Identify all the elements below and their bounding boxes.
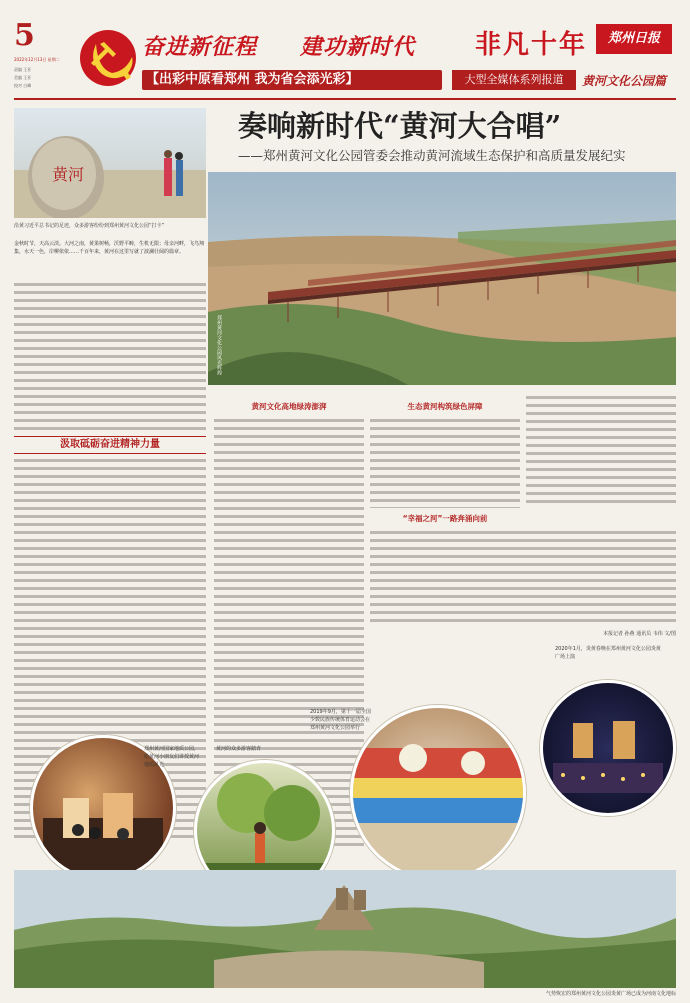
series-label-box xyxy=(452,70,576,90)
editor-line: 校对 白峰 xyxy=(14,83,32,88)
newspaper-name: 郑州日报 xyxy=(607,31,660,46)
headline: 奏响新时代“黄河大合唱” xyxy=(238,109,562,143)
circle-4-caption: 2020年1月，炎黄春晚在郑州黄河文化公园炎黄广场上演 xyxy=(555,646,661,660)
circle-1-caption: 郑州黄河国家地质公园，给黄河小朋友们讲授黄河地质风光 xyxy=(144,746,200,768)
yellow-river-bridge-photo xyxy=(208,172,676,385)
section-heading-4: “幸福之河”一路奔涌向前 xyxy=(402,514,488,523)
byline: 本报记者 孙燕 通讯员 韦伟 文/图 xyxy=(602,631,676,637)
body-text-left-1 xyxy=(14,282,206,430)
sub-banner-text: 【出彩中原看郑州 我为省会添光彩】 xyxy=(146,72,359,87)
monument-photo xyxy=(14,108,206,218)
section-heading-2: 黄河文化高地绿涛澎湃 xyxy=(251,402,327,411)
editor-line: 责编 王亚 xyxy=(14,67,32,72)
subheadline: ——郑州黄河文化公园管委会推动黄河流域生态保护和高质量发展纪实 xyxy=(238,148,626,163)
circle-3-caption: 2019年9月，第十一届全国少数民族传统体育运动会在郑州黄河文化公园举行 xyxy=(310,709,371,731)
slogan-left: 奋进新征程 xyxy=(142,35,258,60)
newspaper-logo xyxy=(596,24,672,54)
panorama-illustration xyxy=(14,870,676,988)
monument-stone-illustration xyxy=(14,108,206,218)
footer-caption: 气势恢宏的郑州黄河文化公园炎黄广场已成为河南文化地标 xyxy=(545,991,676,997)
intro-paragraph: 金秋时节，天高云淡。大河之南，黄果树畅，沃野平畴，生机无限；母亲河畔，飞鸟翔集，水天一色，岸柳依依……千百年来，黄河在这里写就了波澜壮阔的篇章。 xyxy=(14,241,205,255)
spring-gala-circle-photo xyxy=(540,680,676,816)
date-line: 2022年12月13日 星期二 xyxy=(14,57,60,62)
chapter-label: 黄河文化公园篇 xyxy=(582,74,667,88)
top-left-caption: 沿黄习近平总书记的足迹，众多游客纷纷到郑州黄河文化公园“打卡” xyxy=(14,223,165,229)
sports-meet-illustration xyxy=(353,708,523,878)
sports-meet-circle-photo xyxy=(350,705,526,881)
yan-huang-square-photo xyxy=(14,870,676,988)
editor-line: 美编 王亚 xyxy=(14,75,32,80)
bridge-illustration xyxy=(208,172,676,385)
body-text-right-1 xyxy=(370,418,520,508)
header-rule xyxy=(14,98,676,100)
section-heading-1: 汲取砥砺奋进精神力量 xyxy=(14,436,206,454)
sub-banner xyxy=(142,70,442,90)
circle-2-caption: 黄河的众多游客踏青 xyxy=(216,746,262,752)
svg-text:黄河: 黄河 xyxy=(52,165,85,184)
slogan-right: 建功新时代 xyxy=(300,35,416,60)
spring-gala-illustration xyxy=(543,683,673,813)
page-header xyxy=(0,0,690,102)
vertical-caption: 郑州黄河文化公园风光辉煌 xyxy=(216,315,222,375)
body-text-right-3 xyxy=(370,530,676,622)
body-text-right-2 xyxy=(526,395,676,508)
page-number: 5 xyxy=(14,18,35,53)
party-emblem-icon xyxy=(78,28,138,88)
series-label: 大型全媒体系列报道 xyxy=(464,73,564,86)
section-heading-3: 生态黄河构筑绿色屏障 xyxy=(407,402,483,411)
series-title: 非凡十年 xyxy=(475,30,588,60)
